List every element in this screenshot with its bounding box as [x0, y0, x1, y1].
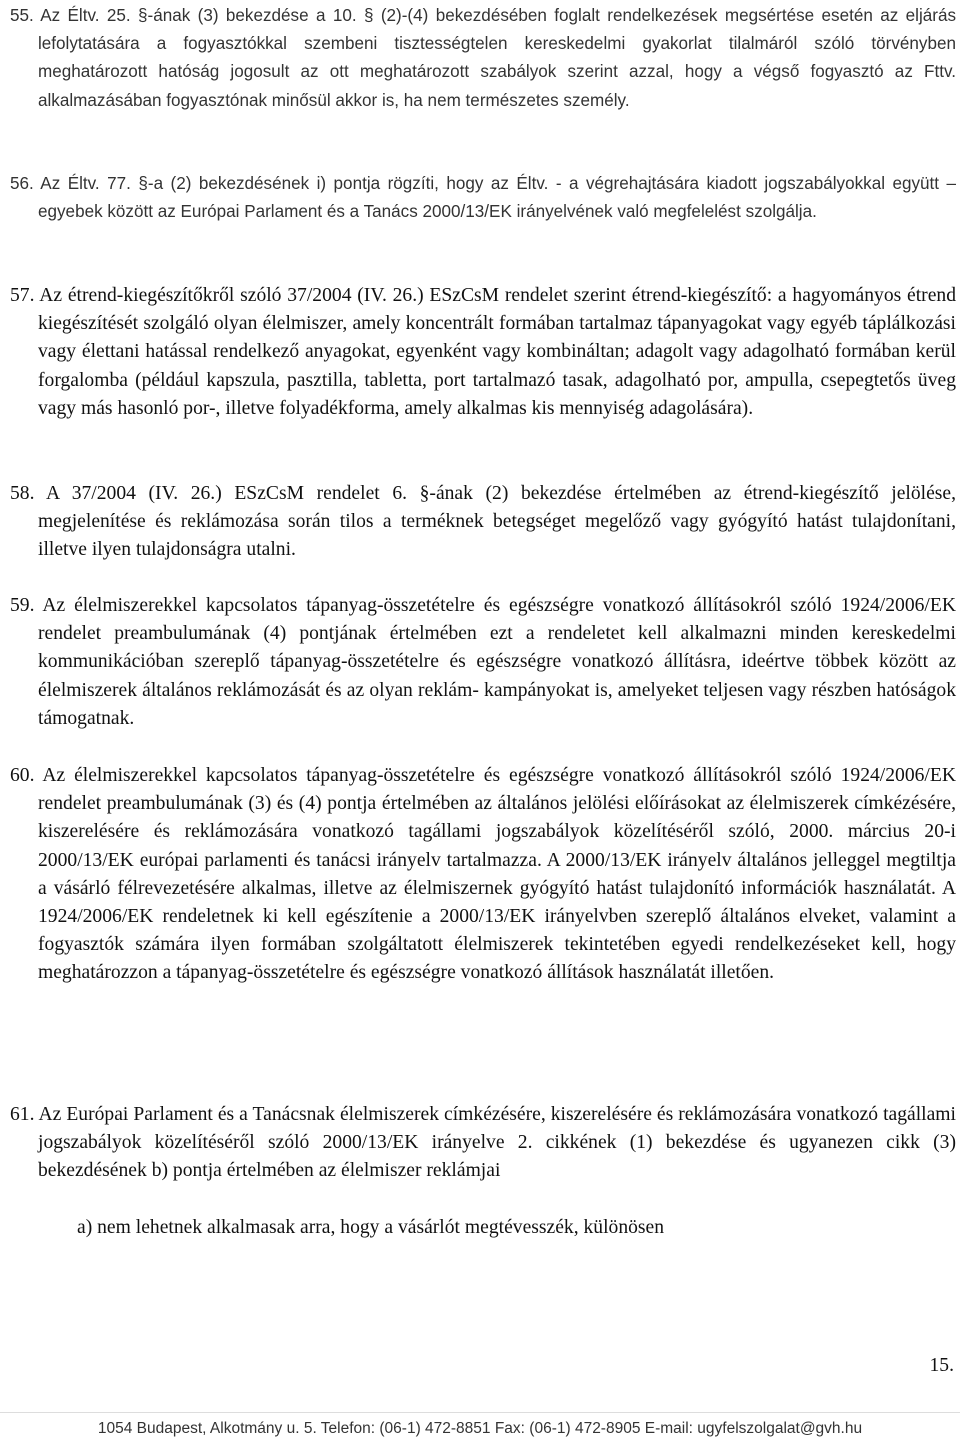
paragraph-59 [10, 592, 956, 733]
paragraph-55 [10, 2, 956, 115]
paragraph-text: Az élelmiszerekkel kapcsolatos tápanyag-összetételre és egészségre vonatkozó állításokról szóló 1924/2006/EK rendelet preambulumának (4) pontjának értelmében ezt a rendeletet kell alkalmazni minden kereskedelmi kommunikációban szereplő tápanyag-összetételre és egészségre vonatkozó állításra, ideértve többek között az élelmiszerek általános reklámozását és az olyan reklám- kampányokat is, amelyeket teljesen vagy részben hatóságok támogatnak. [38, 595, 956, 729]
page-number: 15. [929, 1355, 954, 1376]
list-subitem-a: a) nem lehetnek alkalmasak arra, hogy a vásárlót megtévesszék, különösen [77, 1217, 665, 1238]
paragraph-number: 57. [10, 285, 35, 306]
paragraph-56 [10, 170, 956, 226]
paragraph-text: Az Európai Parlament és a Tanácsnak élelmiszerek címkézésére, kiszerelésére és reklámozására vonatkozó tagállami jogszabályok közelítéséről szóló 2000/13/EK irányelve 2. cikkének (1) bekezdése és ugyanezen cikk (3) bekezdésének b) pontja értelmében az élelmiszer reklámjai [38, 1104, 956, 1182]
paragraph-number: 58. [10, 483, 35, 504]
footer-divider [0, 1412, 960, 1413]
page-footer: 1054 Budapest, Alkotmány u. 5. Telefon: (06-1) 472-8851 Fax: (06-1) 472-8905 E-mail: ugyfelszolgalat@gvh.hu [97, 1420, 863, 1437]
paragraph-text: Az Éltv. 25. §-ának (3) bekezdése a 10. § (2)-(4) bekezdésében foglalt rendelkezések megsértése esetén az eljárás lefolytatására a fogyasztókkal szembeni tisztességtelen kereskedelmi gyakorlat tilalmáról szóló törvényben meghatározott hatóság jogosult az ott meghatározott szabályok szerint azzal, hogy a végső fogyasztó az Fttv. alkalmazásában fogyasztónak minősül akkor is, ha nem természetes személy. [38, 6, 957, 110]
paragraph-text: Az étrend-kiegészítőkről szóló 37/2004 (IV. 26.) ESzCsM rendelet szerint étrend-kiegészítő: a hagyományos étrend kiegészítését szolgáló olyan élelmiszer, amely koncentrált formában tartalmaz tápanyagokat vagy egyéb táplálkozási vagy élettani hatással rendelkező anyagokat, egyenként vagy kombináltan; adagolt vagy adagolható formában kerül forgalomba (például kapszula, pasztilla, tabletta, port tartalmazó tasak, adagolható por, ampulla, csepegtetős üveg vagy más hasonló por-, illetve folyadékforma, amely alkalmas kis mennyiség adagolására). [38, 285, 956, 419]
paragraph-58 [10, 480, 956, 565]
paragraph-text: A 37/2004 (IV. 26.) ESzCsM rendelet 6. §-ának (2) bekezdése értelmében az étrend-kiegészítő jelölése, megjelenítése és reklámozása során tilos a terméknek betegséget megelőző vagy gyógyító hatást tulajdonítani, illetve ilyen tulajdonságra utalni. [38, 483, 956, 561]
paragraph-60 [10, 762, 956, 988]
paragraph-number: 59. [10, 595, 35, 616]
paragraph-number: 55. [10, 6, 34, 25]
paragraph-number: 56. [10, 174, 34, 193]
paragraph-text: Az élelmiszerekkel kapcsolatos tápanyag-összetételre és egészségre vonatkozó állításokról szóló 1924/2006/EK rendelet preambulumának (3) és (4) pontja értelmében az általános jelölési előírásokat az élelmiszerek címkézésére, kiszerelésére és reklámozására vonatkozó tagállami jogszabályok közelítéséről szóló, 2000. március 20-i 2000/13/EK európai parlamenti és tanácsi irányelv tartalmazza. A 2000/13/EK irányelv általános jelleggel megtiltja a vásárló félrevezetésére alkalmas, illetve az élelmiszernek gyógyító hatást tulajdonító információk használatát. A 1924/2006/EK rendeletnek ki kell egészítenie a 2000/13/EK irányelvben szereplő általános elveket, valamint a fogyasztók számára ilyen formában szolgáltatott élelmiszerek tekintetében egyedi rendelkezéseket kell, hogy meghatározzon a tápanyag-összetételre és egészségre vonatkozó állítások használatát illetően. [38, 765, 956, 984]
paragraph-61 [10, 1101, 956, 1186]
paragraph-text: Az Éltv. 77. §-a (2) bekezdésének i) pontja rögzíti, hogy az Éltv. - a végrehajtására kiadott jogszabályokkal együtt – egyebek között az Európai Parlament és a Tanács 2000/13/EK irányelvének való megfelelést szolgálja. [38, 174, 957, 222]
paragraph-number: 61. [10, 1104, 35, 1125]
paragraph-57 [10, 282, 956, 423]
paragraph-number: 60. [10, 765, 35, 786]
